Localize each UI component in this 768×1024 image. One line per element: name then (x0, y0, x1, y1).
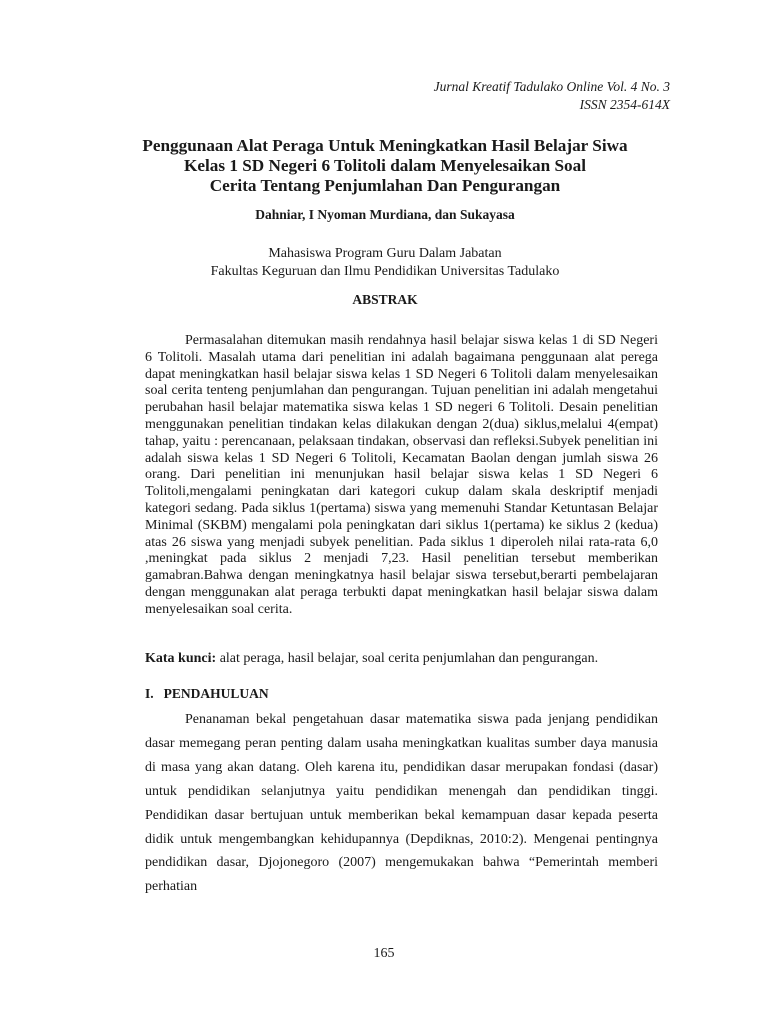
section-heading (145, 686, 269, 702)
section-number: I. (145, 686, 154, 701)
journal-issn: ISSN 2354-614X (579, 97, 670, 112)
page-number: 165 (373, 946, 395, 961)
paper-title (100, 136, 670, 196)
paper-title-line-2: Kelas 1 SD Negeri 6 Tolitoli dalam Menyelesaikan Soal (183, 156, 586, 175)
introduction-body: Penanaman bekal pengetahuan dasar matematika siswa pada jenjang pendidikan dasar memegang peran penting dalam usaha meningkatkan kualitas sumber daya manusia di masa yang akan datang. Oleh karena itu, pendidikan dasar merupakan fondasi (dasar) untuk pendidikan selanjutnya yaitu pendidikan menengah dan pendidikan tinggi. Pendidikan dasar bertujuan untuk memberikan bekal kemampuan dasar kepada peserta didik untuk mengembangkan kehidupannya (Depdiknas, 2010:2). Mengenai pentingnya pendidikan dasar, Djojonegoro (2007) mengemukakan bahwa “Pemerintah memberi perhatian (145, 712, 658, 895)
paper-title-line-3: Cerita Tentang Penjumlahan Dan Pengurangan (209, 176, 561, 195)
paper-title-line-1: Penggunaan Alat Peraga Untuk Meningkatkan Hasil Belajar Siwa (142, 136, 628, 155)
affiliation-line-2: Fakultas Keguruan dan Ilmu Pendidikan Universitas Tadulako (210, 264, 560, 279)
keywords (145, 651, 658, 667)
abstract-body: Permasalahan ditemukan masih rendahnya hasil belajar siswa kelas 1 di SD Negeri 6 Tolitoli. Masalah utama dari penelitian ini adalah bagaimana penggunaan alat perega dapat meningkatkan hasil belajar siswa kelas 1 SD Negeri 6 Tolitoli dalam menyelesaikan soal cerita tenteng penjumlahan dan pengurangan. Tujuan penelitian ini adalah mengetahui perubahan hasil belajar matematika siswa kelas 1 SD negeri 6 Tolitoli. Desain penelitian menggunakan penelitian tindakan kelas dilakukan dengan 2(dua) siklus,melalui 4(empat) tahap, yaitu : perencanaan, pelaksaan tindakan, observasi dan refleksi.Subyek penelitian ini adalah siswa kelas 1 SD Negeri 6 Tolitoli, Kecamatan Baolan dengan jumlah siswa 26 orang. Dari penelitian ini menunjukan hasil belajar siswa kelas 1 SD Negeri 6 Tolitoli,mengalami peningkatan dari kategori cukup dalam skala deskriptif menjadi kategori sedang. Pada siklus 1(pertama) siswa yang memenuhi Standar Ketuntasan Belajar Minimal (SKBM) mengalami pola peningkatan dari siklus 1(pertama) ke siklus 2 (kedua) atas 26 siswa yang menjadi subyek penelitian. Pada siklus 1 diperoleh nilai rata-rata 6,0 ,meningkat pada siklus 2 menjadi 7,23. Hasil penelitian tersebut memberikan gamabran.Bahwa dengan meningkatnya hasil belajar siswa tersebut,berarti pembelajaran dengan menggunakan alat peraga terbukti dapat meningkatkan hasil belajar siswa dalam menyelesaikan soal cerita. (145, 333, 658, 617)
paper-authors: Dahniar, I Nyoman Murdiana, dan Sukayasa (255, 207, 515, 222)
author-affiliation (100, 245, 670, 281)
keywords-text: alat peraga, hasil belajar, soal cerita penjumlahan dan pengurangan. (219, 651, 599, 666)
affiliation-line-1: Mahasiswa Program Guru Dalam Jabatan (268, 246, 502, 261)
journal-header (434, 78, 670, 114)
keywords-label: Kata kunci: (145, 651, 217, 666)
abstract-heading: ABSTRAK (352, 292, 418, 307)
section-title: PENDAHULUAN (163, 686, 269, 701)
journal-name: Jurnal Kreatif Tadulako Online Vol. 4 No. 3 (433, 79, 670, 94)
